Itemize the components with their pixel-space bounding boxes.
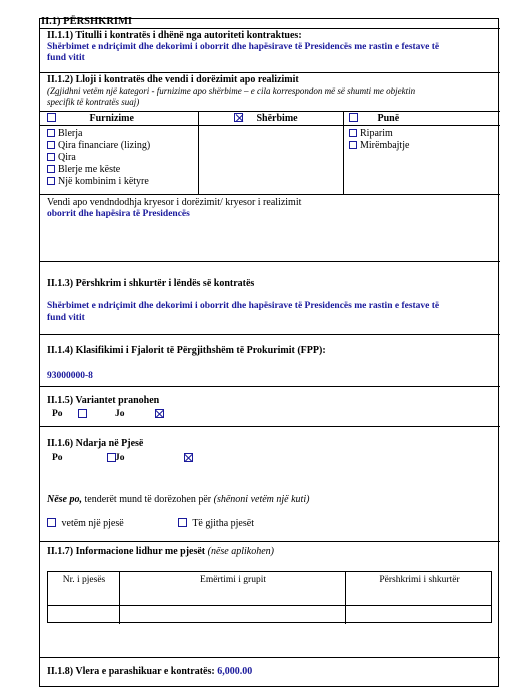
lots-option-all-checkbox[interactable] <box>178 518 187 527</box>
divider <box>39 426 500 427</box>
option-checkbox[interactable] <box>349 141 357 149</box>
option-label: Qira <box>58 152 76 163</box>
contract-type-hint-line1: (Zgjidhni vetëm një kategori - furnizime apo shërbime – e cila korrespondon më së shumti me objektin <box>47 86 416 96</box>
short-description-value-line1[interactable]: Shërbimet e ndriçimit dhe dekorimi i oborrit dhe hapësirave të Presidencës me rastin e festave të <box>47 301 440 311</box>
variants-no-label: Jo <box>115 409 125 419</box>
location-label: Vendi apo vendndodhja kryesor i dorëzimit/ kryesor i realizimit <box>47 197 302 208</box>
type-pune-label: Punë <box>377 113 400 124</box>
variants-no-checkbox[interactable] <box>155 409 164 418</box>
lots-option-one-label: vetëm një pjesë <box>61 518 124 529</box>
option-label: Qira financiare (lizing) <box>58 140 151 151</box>
lots-note-italic: (shënoni vetëm një kuti) <box>213 494 310 505</box>
variants-label: II.1.5) Variantet pranohen <box>47 395 160 406</box>
fpp-value[interactable]: 93000000-8 <box>47 371 93 381</box>
fpp-label: II.1.4) Klasifikimi i Fjalorit të Përgjithshëm të Prokurimit (FPP): <box>47 345 326 356</box>
furnizime-checkbox[interactable] <box>47 113 56 122</box>
lots-option-all[interactable] <box>178 518 254 529</box>
option-label: Një kombinim i këtyre <box>58 176 149 187</box>
type-furnizime-label: Furnizime <box>89 113 134 124</box>
divider <box>39 125 500 126</box>
lots-note-text: tenderët mund të dorëzohen për <box>82 494 214 505</box>
contract-type-hint-line2: specifik të kontratës suaj) <box>47 97 140 107</box>
divider <box>39 261 500 262</box>
lots-option-one[interactable] <box>47 518 124 529</box>
option-label: Blerja <box>58 128 83 139</box>
lots-info-label: II.1.7) Informacione lidhur me pjesët <box>47 546 206 557</box>
option-label: Blerje me këste <box>58 164 121 175</box>
option-label: Mirëmbajtje <box>360 140 410 151</box>
option-checkbox[interactable] <box>47 141 55 149</box>
type-furnizime[interactable] <box>47 113 134 124</box>
furnizime-option[interactable] <box>47 140 150 151</box>
variants-yes-label: Po <box>52 409 63 419</box>
type-sherbime[interactable] <box>234 113 298 124</box>
pune-option[interactable] <box>349 128 393 139</box>
table-header-cell: Përshkrimi i shkurtër <box>379 575 460 585</box>
variants-yes-checkbox[interactable] <box>78 409 87 418</box>
lots-option-all-label: Të gjitha pjesët <box>192 518 254 529</box>
furnizime-option[interactable] <box>47 128 82 139</box>
option-checkbox[interactable] <box>47 129 55 137</box>
type-pune[interactable] <box>349 113 399 124</box>
lots-info-heading <box>47 546 274 557</box>
divider <box>39 111 500 112</box>
column-divider <box>343 111 344 195</box>
type-sherbime-label: Shërbime <box>256 113 298 124</box>
lots-info-note: (nëse aplikohen) <box>205 546 275 557</box>
option-label: Riparim <box>360 128 393 139</box>
lots-note <box>47 494 309 505</box>
divider <box>39 72 500 73</box>
option-checkbox[interactable] <box>47 165 55 173</box>
pune-checkbox[interactable] <box>349 113 358 122</box>
contract-title-label: II.1.1) Titulli i kontratës i dhënë nga autoriteti kontraktues: <box>47 30 302 41</box>
divider <box>39 541 500 542</box>
option-checkbox[interactable] <box>47 153 55 161</box>
option-checkbox[interactable] <box>47 177 55 185</box>
furnizime-option[interactable] <box>47 152 76 163</box>
furnizime-option[interactable] <box>47 176 149 187</box>
lots-no-checkbox[interactable] <box>184 453 193 462</box>
table-header-cell: Emërtimi i grupit <box>200 575 266 585</box>
short-description-label: II.1.3) Përshkrim i shkurtër i lëndës së kontratës <box>47 278 255 289</box>
lots-no-label: Jo <box>115 453 125 463</box>
section-title: II.1) PËRSHKRIMI <box>41 16 133 27</box>
contract-title-value-line2: fund vitit <box>47 53 85 63</box>
table-header-cell: Nr. i pjesës <box>62 575 106 585</box>
pune-option[interactable] <box>349 140 409 151</box>
divider <box>39 386 500 387</box>
estimated-value <box>47 666 252 677</box>
estimated-value-label: II.1.8) Vlera e parashikuar e kontratës: <box>47 666 218 677</box>
lots-note-bold: Nëse po, <box>47 494 82 505</box>
option-checkbox[interactable] <box>349 129 357 137</box>
location-value[interactable]: oborrit dhe hapësira të Presidencës <box>47 209 190 219</box>
lots-yes-label: Po <box>52 453 63 463</box>
furnizime-option[interactable] <box>47 164 120 175</box>
divider <box>39 334 500 335</box>
divider <box>39 657 500 658</box>
divider <box>39 194 500 195</box>
contract-title-value-line1: Shërbimet e ndriçimit dhe dekorimi i oborrit dhe hapësirave të Presidencës me rastin e festave të <box>47 42 440 52</box>
lots-table <box>47 571 492 623</box>
contract-type-label: II.1.2) Lloji i kontratës dhe vendi i dorëzimit apo realizimit <box>47 74 299 85</box>
divider <box>39 28 500 29</box>
estimated-value-amount[interactable]: 6,000.00 <box>217 666 253 677</box>
sherbime-checkbox[interactable] <box>234 113 243 122</box>
table-row-divider <box>48 605 491 606</box>
short-description-value-line2: fund vitit <box>47 313 85 323</box>
lots-label: II.1.6) Ndarja në Pjesë <box>47 438 144 449</box>
lots-option-one-checkbox[interactable] <box>47 518 56 527</box>
column-divider <box>198 111 199 195</box>
